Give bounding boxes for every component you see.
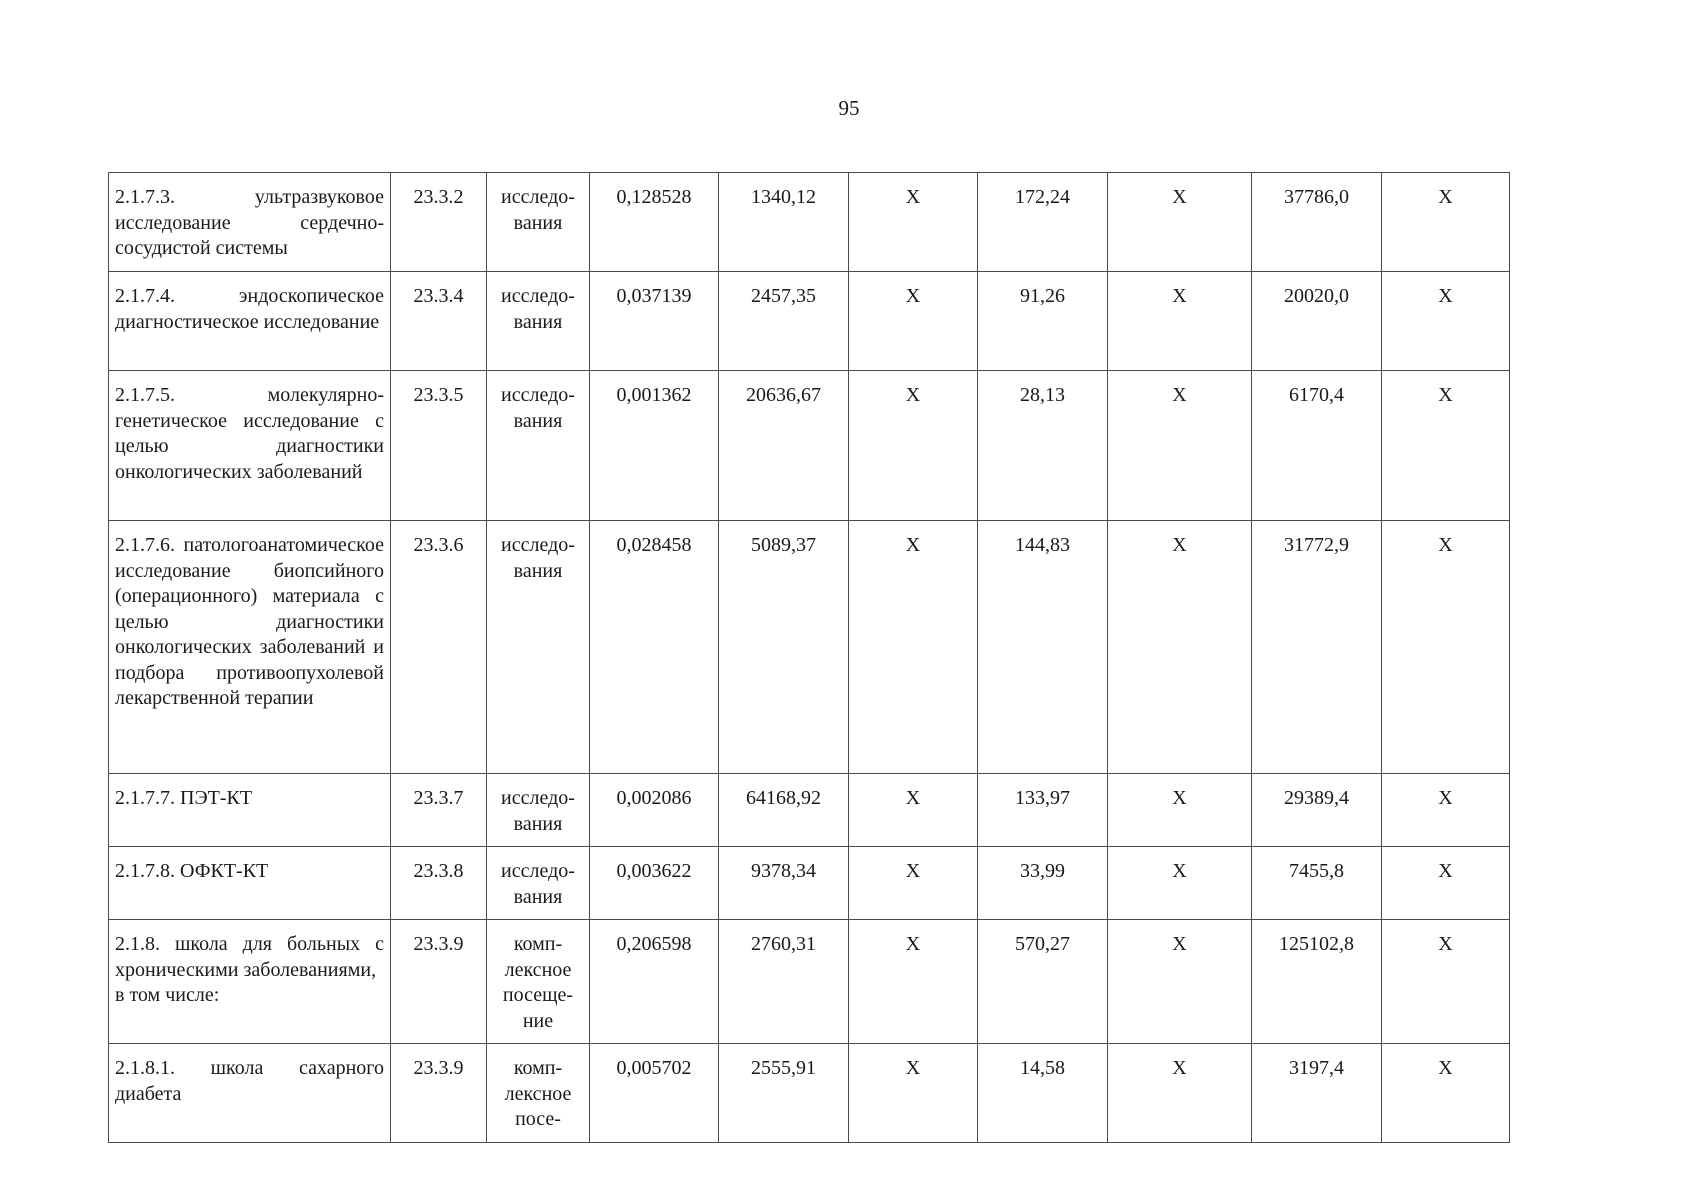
unit-cell: исследо- вания [487,774,590,847]
volume-cell: 0,128528 [590,173,719,272]
per-capita-cell: 570,27 [978,920,1108,1044]
x-mark-cell: Х [1382,371,1510,521]
x-mark-cell: Х [1382,774,1510,847]
volume-cell: 0,206598 [590,920,719,1044]
total-cell: 7455,8 [1252,847,1382,920]
data-table [108,172,1510,1143]
page-number: 95 [838,96,860,120]
x-mark-cell: Х [1108,920,1252,1044]
total-cell: 125102,8 [1252,920,1382,1044]
cost-cell: 2760,31 [719,920,849,1044]
x-mark-cell: Х [1382,847,1510,920]
per-capita-cell: 28,13 [978,371,1108,521]
x-mark-cell: Х [849,847,978,920]
unit-cell: исследо- вания [487,173,590,272]
x-mark-cell: Х [849,272,978,371]
x-mark-cell: Х [1382,920,1510,1044]
code-cell: 23.3.9 [391,1044,487,1143]
x-mark-cell: Х [1108,774,1252,847]
x-mark-cell: Х [1382,272,1510,371]
x-mark-cell: Х [1382,1044,1510,1143]
service-name-cell: 2.1.8.1. школа сахарного диабета [109,1044,391,1143]
code-cell: 23.3.8 [391,847,487,920]
volume-cell: 0,002086 [590,774,719,847]
service-name-cell: 2.1.7.8. ОФКТ-КТ [109,847,391,920]
x-mark-cell: Х [849,1044,978,1143]
x-mark-cell: Х [1382,521,1510,774]
volume-cell: 0,037139 [590,272,719,371]
service-name-cell: 2.1.7.3. ультразвуковое исследование сердечно-сосудистой системы [109,173,391,272]
table-row [109,521,1510,774]
cost-cell: 64168,92 [719,774,849,847]
per-capita-cell: 14,58 [978,1044,1108,1143]
code-cell: 23.3.7 [391,774,487,847]
unit-cell: комп- лексное посеще- ние [487,920,590,1044]
per-capita-cell: 91,26 [978,272,1108,371]
per-capita-cell: 172,24 [978,173,1108,272]
volume-cell: 0,005702 [590,1044,719,1143]
cost-cell: 20636,67 [719,371,849,521]
x-mark-cell: Х [849,173,978,272]
table-row [109,774,1510,847]
per-capita-cell: 33,99 [978,847,1108,920]
x-mark-cell: Х [849,774,978,847]
code-cell: 23.3.4 [391,272,487,371]
x-mark-cell: Х [1108,272,1252,371]
code-cell: 23.3.5 [391,371,487,521]
x-mark-cell: Х [1108,1044,1252,1143]
cost-cell: 5089,37 [719,521,849,774]
x-mark-cell: Х [1382,173,1510,272]
unit-cell: исследо- вания [487,847,590,920]
unit-cell: исследо- вания [487,371,590,521]
table-row [109,1044,1510,1143]
cost-cell: 2457,35 [719,272,849,371]
code-cell: 23.3.9 [391,920,487,1044]
x-mark-cell: Х [849,920,978,1044]
x-mark-cell: Х [1108,521,1252,774]
unit-cell: комп- лексное посе- [487,1044,590,1143]
x-mark-cell: Х [1108,173,1252,272]
table-row [109,371,1510,521]
cost-cell: 1340,12 [719,173,849,272]
service-name-cell: 2.1.7.4. эндоскопическое диагностическое исследование [109,272,391,371]
table-row [109,920,1510,1044]
x-mark-cell: Х [849,521,978,774]
unit-cell: исследо- вания [487,272,590,371]
per-capita-cell: 144,83 [978,521,1108,774]
x-mark-cell: Х [849,371,978,521]
x-mark-cell: Х [1108,371,1252,521]
total-cell: 3197,4 [1252,1044,1382,1143]
volume-cell: 0,003622 [590,847,719,920]
cost-cell: 2555,91 [719,1044,849,1143]
table-row [109,173,1510,272]
volume-cell: 0,001362 [590,371,719,521]
service-name-cell: 2.1.8. школа для больных с хроническими заболеваниями, в том числе: [109,920,391,1044]
total-cell: 37786,0 [1252,173,1382,272]
table-row [109,272,1510,371]
service-name-cell: 2.1.7.6. патологоанатомическое исследование биопсийного (операционного) материала с целью диагностики онкологических заболеваний и подбора противоопухолевой лекарственной терапии [109,521,391,774]
total-cell: 29389,4 [1252,774,1382,847]
table-row [109,847,1510,920]
code-cell: 23.3.6 [391,521,487,774]
total-cell: 6170,4 [1252,371,1382,521]
per-capita-cell: 133,97 [978,774,1108,847]
total-cell: 31772,9 [1252,521,1382,774]
service-name-cell: 2.1.7.5. молекулярно-генетическое исследование с целью диагностики онкологических заболеваний [109,371,391,521]
volume-cell: 0,028458 [590,521,719,774]
service-name-cell: 2.1.7.7. ПЭТ-КТ [109,774,391,847]
code-cell: 23.3.2 [391,173,487,272]
total-cell: 20020,0 [1252,272,1382,371]
unit-cell: исследо- вания [487,521,590,774]
x-mark-cell: Х [1108,847,1252,920]
cost-cell: 9378,34 [719,847,849,920]
